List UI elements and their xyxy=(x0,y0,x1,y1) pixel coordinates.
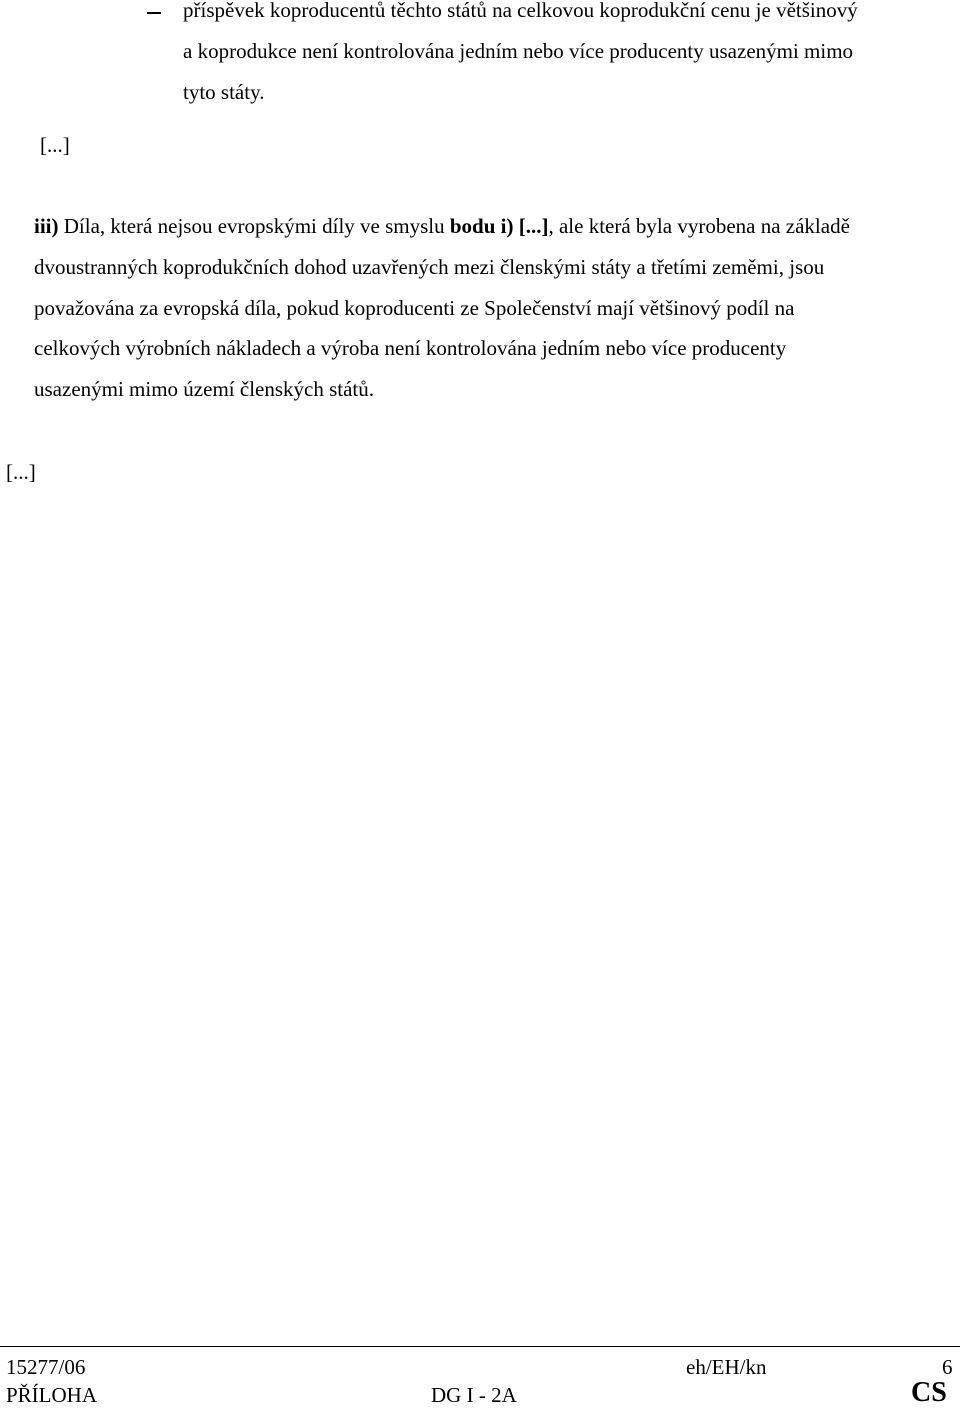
paragraph-line-3: považována za evropská díla, pokud koproducenti ze Společenství mají většinový podíl na xyxy=(34,296,795,320)
bullet-item xyxy=(0,0,960,110)
paragraph-line-1 xyxy=(34,214,850,239)
footer-doc-number: 15277/06 xyxy=(6,1355,86,1379)
paragraph-reference: bodu i) [...] xyxy=(449,214,549,238)
bullet-line-3: tyto státy. xyxy=(183,80,265,104)
footer-language-code: CS xyxy=(911,1377,947,1408)
footer-divider xyxy=(0,1346,960,1347)
footer-dg: DG I - 2A xyxy=(431,1383,517,1407)
dash-bullet-icon xyxy=(147,12,161,14)
paragraph-line-5: usazenými mimo území členských států. xyxy=(34,377,374,401)
footer-page-number: 6 xyxy=(942,1355,953,1379)
footer-annex: PŘÍLOHA xyxy=(6,1383,98,1407)
omission-marker: [...] xyxy=(40,133,70,157)
bullet-line-1: příspěvek koproducentů těchto států na celkovou koprodukční cenu je většinový xyxy=(183,0,858,22)
paragraph-label: iii) xyxy=(34,214,59,238)
omission-marker-2: [...] xyxy=(6,460,36,484)
paragraph-line-4: celkových výrobních nákladech a výroba není kontrolována jedním nebo více producenty xyxy=(34,336,787,360)
footer-initials: eh/EH/kn xyxy=(686,1355,767,1379)
paragraph-line-1-rest: , ale která byla vyrobena na základě xyxy=(548,214,850,238)
paragraph-line-1-text: Díla, která nejsou evropskými díly ve smyslu xyxy=(58,214,450,238)
paragraph-line-2: dvoustranných koprodukčních dohod uzavřených mezi členskými státy a třetími zeměmi, jsou xyxy=(34,255,825,279)
bullet-line-2: a koprodukce není kontrolována jedním nebo více producenty usazenými mimo xyxy=(183,39,854,63)
